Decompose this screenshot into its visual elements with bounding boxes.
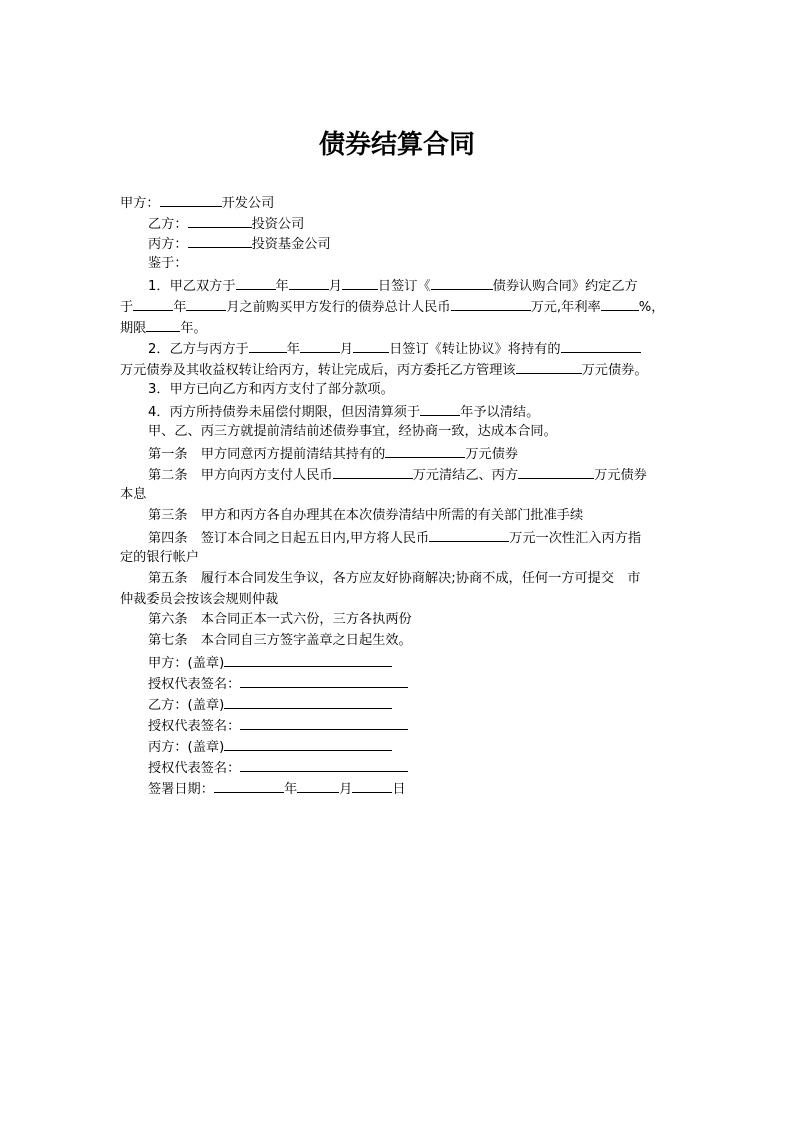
- blank-field: [297, 778, 339, 793]
- blank-field: [236, 275, 276, 290]
- recital-2-line-1: 2．乙方与丙方于 年 月 日签订《转让协议》将持有的: [148, 338, 641, 358]
- signature-rep-c: 授权代表签名：: [148, 757, 408, 777]
- article-2-line-2: 本息: [120, 487, 147, 502]
- blank-field: [186, 296, 226, 311]
- blank-field: [249, 338, 287, 353]
- signature-party-b: 乙方：(盖章): [148, 694, 392, 714]
- document-title: 债券结算合同: [318, 130, 475, 160]
- blank-field: [353, 338, 389, 353]
- article-6: 第六条 本合同正本一式六份，三方各执两份: [148, 612, 412, 627]
- article-3: 第三条 甲方和丙方各自办理其在本次债券清结中所需的有关部门批准手续: [148, 508, 584, 523]
- article-2-line-1: 第二条 甲方向丙方支付人民币 万元清结乙、丙方 万元债券: [148, 464, 647, 484]
- signature-blank: [240, 715, 408, 730]
- signing-date: 签署日期： 年 月 日: [148, 778, 406, 798]
- blank-field: [214, 778, 284, 793]
- blank-field: [516, 359, 582, 374]
- article-4-line-1: 第四条 签订本合同之日起五日内,甲方将人民币 万元一次性汇入丙方指: [148, 527, 641, 547]
- blank-field: [333, 464, 413, 479]
- signature-blank: [224, 652, 392, 667]
- recital-1-line-1: 1．甲乙双方于 年 月 日签订《 债券认购合同》约定乙方: [148, 275, 638, 295]
- recital-2-line-2: 万元债券及其收益权转让给丙方，转让完成后，丙方委托乙方管理该 万元债券。: [120, 359, 648, 379]
- blank-field: [188, 213, 252, 228]
- signature-rep-a: 授权代表签名：: [148, 673, 408, 693]
- party-a-line: 甲方： 开发公司: [120, 192, 274, 212]
- signature-blank: [240, 757, 408, 772]
- recital-4: 4．丙方所持债券未届偿付期限，但因清算须于 年予以清结。: [148, 401, 539, 421]
- signature-blank: [240, 673, 408, 688]
- blank-field: [300, 338, 340, 353]
- signature-blank: [224, 736, 392, 751]
- blank-field: [451, 296, 531, 311]
- recital-3: 3．甲方已向乙方和丙方支付了部分款项。: [148, 382, 394, 397]
- blank-field: [420, 401, 460, 416]
- recital-1-line-2: 于 年 月之前购买甲方发行的债券总计人民币 万元,年利率 %，: [120, 296, 664, 316]
- blank-field: [385, 443, 465, 458]
- blank-field: [289, 275, 329, 290]
- article-5-line-2: 仲裁委员会按该会规则仲裁: [120, 592, 279, 607]
- blank-field: [342, 275, 378, 290]
- signature-blank: [224, 694, 392, 709]
- blank-field: [561, 338, 641, 353]
- party-c-line: 丙方： 投资基金公司: [148, 233, 331, 253]
- blank-field: [133, 296, 173, 311]
- blank-field: [601, 296, 639, 311]
- blank-field: [188, 233, 252, 248]
- article-5-line-1: 第五条 履行本合同发生争议，各方应友好协商解决;协商不成，任何一方可提交 市: [148, 571, 641, 586]
- signature-party-a: 甲方：(盖章): [148, 652, 392, 672]
- signature-party-c: 丙方：(盖章): [148, 736, 392, 756]
- blank-field: [431, 275, 493, 290]
- article-4-line-2: 定的银行帐户: [120, 550, 200, 565]
- signature-rep-b: 授权代表签名：: [148, 715, 408, 735]
- blank-field: [518, 464, 594, 479]
- article-7: 第七条 本合同自三方签字盖章之日起生效。: [148, 633, 412, 648]
- intro-paragraph: 甲、乙、丙三方就提前清结前述债券事宜，经协商一致，达成本合同。: [148, 424, 557, 439]
- blank-field: [352, 778, 392, 793]
- article-1: 第一条 甲方同意丙方提前清结其持有的 万元债券: [148, 443, 518, 463]
- blank-field: [160, 192, 222, 207]
- blank-field: [429, 527, 509, 542]
- party-b-line: 乙方： 投资公司: [148, 213, 304, 233]
- recital-1-line-3: 期限 年。: [120, 317, 207, 337]
- blank-field: [146, 317, 180, 332]
- whereas-heading: 鉴于：: [148, 256, 188, 271]
